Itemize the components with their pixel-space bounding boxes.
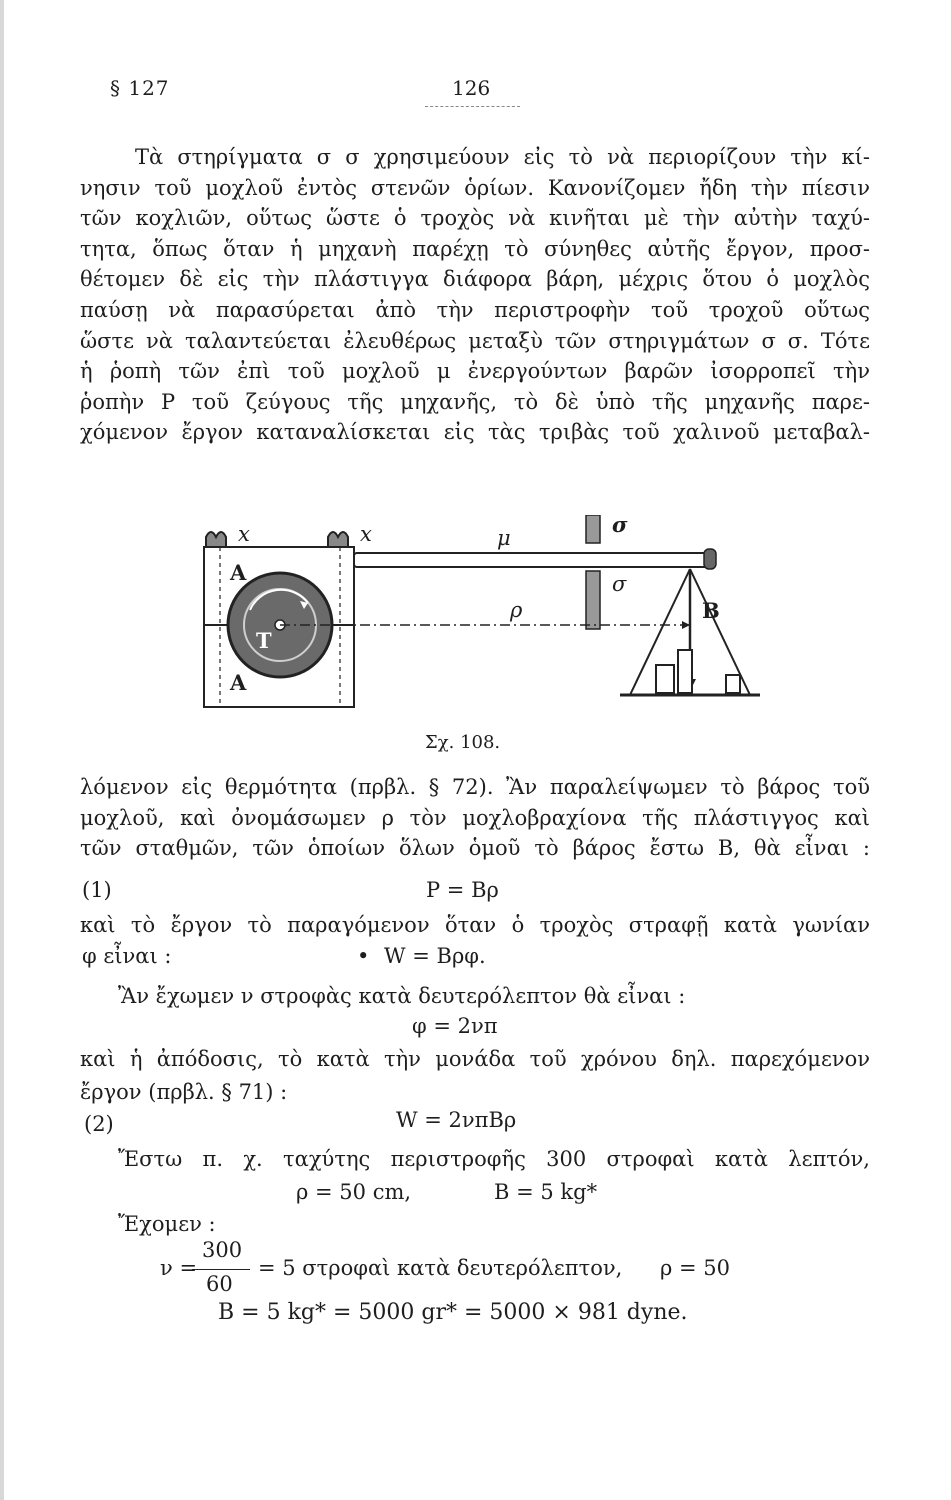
text-line: τῶν κοχλιῶν, οὕτως ὥστε ὁ τροχὸς νὰ κινῆται μὲ τὴν αὐτὴν ταχύ- [80, 206, 870, 231]
text-line: τῶν σταθμῶν, τῶν ὁποίων ὅλων ὁμοῦ τὸ βάρος ἔστω B, θὰ εἶναι : [80, 836, 870, 861]
text-line: ὥστε νὰ ταλαντεύεται ἐλευθέρως μεταξὺ τῶν στηριγμάτων σ σ. Τότε [80, 328, 870, 353]
text-line: τητα, ὅπως ὅταν ἡ μηχανὴ παρέχῃ τὸ σύνηθες αὐτῆς ἔργον, προσ- [80, 236, 870, 261]
equation-1: P = Bρ [426, 878, 499, 902]
label-A-bottom: A [230, 670, 247, 695]
label-B: B [702, 598, 720, 623]
figure-caption: Σχ. 108. [425, 732, 501, 753]
label-T: T [256, 628, 272, 653]
label-rho: ρ [510, 598, 523, 622]
text-line: χόμενον ἔργον καταναλίσκεται εἰς τὰς τριβὰς τοῦ χαλινοῦ μεταβαλ- [80, 420, 870, 445]
fraction-numerator: 300 [202, 1238, 243, 1262]
text-line: Ἔστω π. χ. ταχύτης περιστροφῆς 300 στροφαὶ κατὰ λεπτόν, [118, 1147, 870, 1171]
figure-108-brake-diagram [190, 515, 770, 715]
text-line: θέτομεν δὲ εἰς τὴν πλάστιγγα διάφορα βάρη, μέχρις ὅτου ὁ μοχλὸς [80, 267, 870, 292]
lever-end [704, 549, 716, 569]
lever-bar [354, 553, 709, 567]
screw-nut-right [328, 532, 348, 547]
label-sigma-bottom: σ [612, 572, 627, 596]
text-line: ῥοπὴν P τοῦ ζεύγους τῆς μηχανῆς, τὸ δὲ ὑπὸ τῆς μηχανῆς παρε- [80, 389, 870, 414]
screw-nut-left [206, 532, 226, 547]
stop-top [586, 515, 600, 543]
fraction-equation [160, 1238, 780, 1298]
text-line: Τὰ στηρίγματα σ σ χρησιμεύουν εἰς τὸ νὰ περιορίζουν τὴν κί- [135, 145, 870, 169]
label-x-left: x [238, 522, 250, 546]
turns-line: Ἂν ἔχωμεν ν στροφὰς κατὰ δευτερόλεπτον θὰ εἶναι : [118, 984, 686, 1008]
label-sigma-top: σ [612, 512, 628, 537]
example-B: B = 5 kg* [494, 1180, 598, 1204]
text-line: ἔργον (πρβλ. § 71) : [80, 1080, 288, 1104]
paragraph-2 [80, 772, 870, 864]
text-line: λόμενον εἰς θερμότητα (πρβλ. § 72). Ἂν παραλείψωμεν τὸ βάρος τοῦ [80, 775, 870, 799]
stop-bottom [586, 571, 600, 629]
equation-1-number: (1) [82, 878, 112, 902]
weight-3 [726, 675, 740, 693]
text-line: νησιν τοῦ μοχλοῦ ἐντὸς στενῶν ὁρίων. Κανονίζομεν ἤδη τὴν πίεσιν [80, 175, 870, 200]
phi-label: φ εἶναι : [82, 944, 172, 968]
fraction-lhs: ν = [160, 1256, 198, 1280]
bullet: • [357, 944, 370, 968]
work-line [80, 910, 870, 941]
equation-work: W = Bρφ. [384, 944, 486, 968]
page-edge [0, 0, 4, 1500]
we-have-label: Ἔχομεν : [118, 1212, 216, 1236]
weight-2 [678, 650, 692, 693]
weight-1 [656, 665, 674, 693]
text-line: ἡ ῥοπὴ τῶν ἐπὶ τοῦ μοχλοῦ μ ἐνεργούντων βαρῶν ἰσορροπεῖ τὴν [80, 359, 870, 384]
text-line: καὶ ἡ ἀπόδοσις, τὸ κατὰ τὴν μονάδα τοῦ χρόνου δηλ. παρεχόμενον [80, 1047, 870, 1071]
paragraph-3 [80, 1044, 870, 1075]
text-line: μοχλοῦ, καὶ ὀνομάσωμεν ρ τὸν μοχλοβραχίονα τῆς πλάστιγγος καὶ [80, 805, 870, 830]
fraction-rhs: = 5 στροφαὶ κατὰ δευτερόλεπτον, [258, 1256, 623, 1280]
fraction-denominator: 60 [206, 1272, 233, 1296]
example-line [80, 1144, 870, 1175]
equation-2: W = 2νπBρ [396, 1108, 517, 1132]
label-A-top: A [230, 560, 247, 585]
label-mu: μ [497, 526, 511, 550]
equation-2-number: (2) [84, 1112, 114, 1136]
example-rho: ρ = 50 cm, [296, 1180, 412, 1204]
fraction-bar [192, 1269, 250, 1270]
text-line: καὶ τὸ ἔργον τὸ παραγόμενον ὅταν ὁ τροχὸς στραφῇ κατὰ γωνίαν [80, 913, 870, 937]
equation-phi: φ = 2νπ [412, 1014, 498, 1038]
paragraph-1 [80, 142, 870, 448]
header-rule [425, 106, 520, 107]
page-number: 126 [452, 76, 491, 100]
section-number: § 127 [110, 76, 170, 100]
fraction-rho: ρ = 50 [660, 1256, 731, 1280]
text-line: παύσῃ νὰ παρασύρεται ἀπὸ τὴν περιστροφὴν τοῦ τροχοῦ οὕτως [80, 297, 870, 322]
last-equation: B = 5 kg* = 5000 gr* = 5000 × 981 dyne. [218, 1300, 688, 1325]
label-x-right: x [360, 522, 372, 546]
